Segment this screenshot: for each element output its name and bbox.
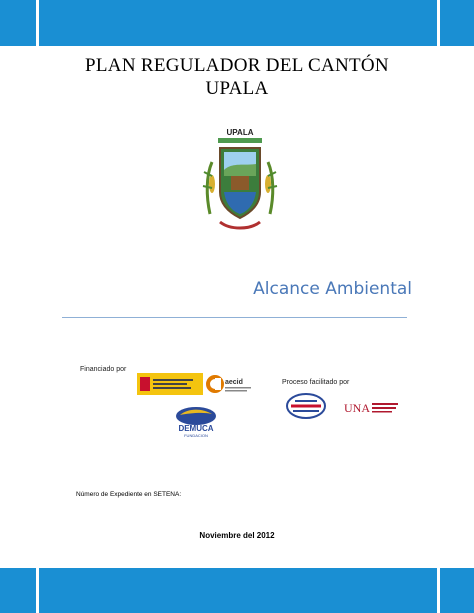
document-date: Noviembre del 2012 bbox=[199, 531, 275, 540]
document-title bbox=[0, 54, 474, 100]
una-text: UNA bbox=[344, 401, 370, 414]
subtitle: Alcance Ambiental bbox=[253, 279, 412, 299]
aecid-logo bbox=[206, 373, 254, 395]
crest-label: UPALA bbox=[226, 128, 254, 137]
expediente-label: Número de Expediente en SETENA: bbox=[76, 491, 182, 498]
title-line-1: PLAN REGULADOR DEL CANTÓN bbox=[85, 55, 389, 76]
una-logo bbox=[344, 400, 400, 414]
demuca-subtext: FUNDACION bbox=[184, 433, 208, 438]
process-label: Proceso facilitado por bbox=[282, 379, 350, 386]
demuca-text: DEMUCA bbox=[178, 424, 214, 433]
divider-line bbox=[62, 317, 407, 318]
funded-label: Financiado por bbox=[80, 366, 127, 373]
ifam-logo bbox=[285, 392, 327, 420]
demuca-logo bbox=[170, 404, 222, 438]
top-banner bbox=[0, 0, 474, 46]
bottom-banner bbox=[0, 568, 474, 613]
upala-crest-icon bbox=[200, 126, 280, 236]
title-line-2: UPALA bbox=[205, 78, 269, 99]
spain-ministry-logo bbox=[137, 373, 203, 395]
aecid-text: aecid bbox=[225, 379, 243, 386]
